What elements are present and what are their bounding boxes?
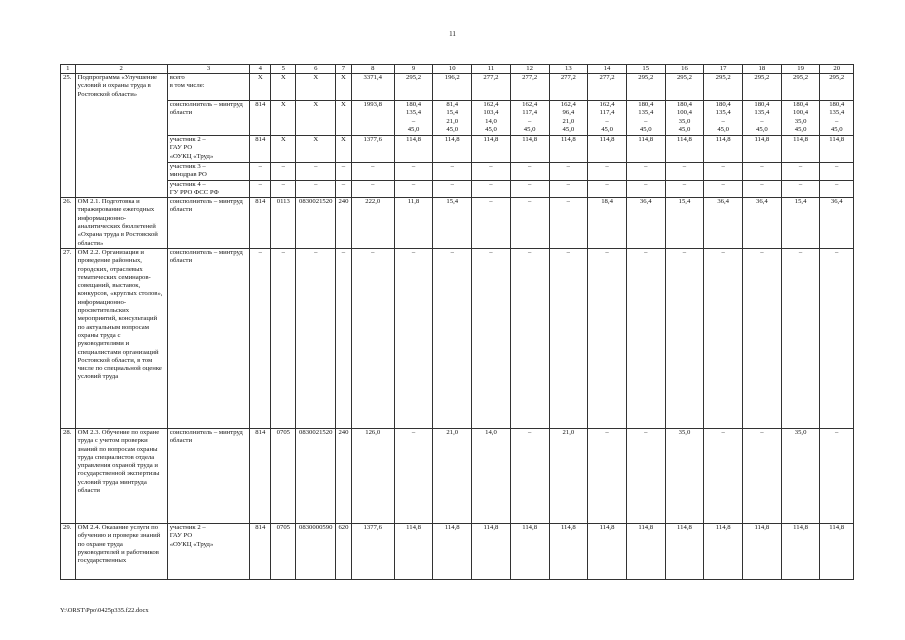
program-name: ОМ 2.4. Оказание услуги по обучению и проверке знаний по охране труда руководителей и работников государственных <box>75 523 167 579</box>
value-cell: 35,0 <box>665 428 704 523</box>
value-cell: – <box>743 428 782 523</box>
value-cell: 814 <box>250 428 271 523</box>
value-cell: 36,4 <box>820 198 854 249</box>
value-cell: – <box>743 248 782 428</box>
value-cell: – <box>336 248 352 428</box>
value-cell: 114,8 <box>665 523 704 579</box>
value-cell: – <box>588 180 627 198</box>
page-number: 11 <box>449 30 456 38</box>
value-cell: 114,8 <box>472 523 511 579</box>
value-cell: 814 <box>250 198 271 249</box>
value-cell: 114,8 <box>704 523 743 579</box>
value-cell: X <box>296 136 336 163</box>
value-cell: – <box>250 163 271 181</box>
value-cell: 180,4 135,4 – 45,0 <box>704 101 743 136</box>
value-cell: – <box>820 163 854 181</box>
value-cell: – <box>781 248 820 428</box>
value-cell: – <box>250 180 271 198</box>
table-row <box>61 74 854 101</box>
value-cell: 0113 <box>271 198 296 249</box>
executor-cell: участник 4 – ГУ РРО ФСС РФ <box>167 180 250 198</box>
value-cell: – <box>781 163 820 181</box>
value-cell: 180,4 135,4 – 45,0 <box>626 101 665 136</box>
value-cell: – <box>704 163 743 181</box>
value-cell: – <box>704 180 743 198</box>
value-cell: X <box>336 136 352 163</box>
value-cell: 21,0 <box>549 428 588 523</box>
column-number: 5 <box>271 65 296 74</box>
value-cell: – <box>472 180 511 198</box>
value-cell: 11,8 <box>394 198 433 249</box>
row-number: 29. <box>61 523 76 579</box>
column-number: 16 <box>665 65 704 74</box>
value-cell: 3371,4 <box>351 74 394 101</box>
value-cell: 114,8 <box>549 523 588 579</box>
value-cell: – <box>510 163 549 181</box>
value-cell: 162,4 103,4 14,0 45,0 <box>472 101 511 136</box>
value-cell: 114,8 <box>820 136 854 163</box>
value-cell: – <box>433 248 472 428</box>
value-cell: 814 <box>250 101 271 136</box>
table-row <box>61 180 854 198</box>
value-cell: – <box>704 248 743 428</box>
value-cell: X <box>336 74 352 101</box>
column-number: 8 <box>351 65 394 74</box>
value-cell: – <box>743 163 782 181</box>
column-number: 11 <box>472 65 511 74</box>
row-number: 28. <box>61 428 76 523</box>
value-cell: 114,8 <box>704 136 743 163</box>
value-cell: 114,8 <box>510 136 549 163</box>
table-row <box>61 163 854 181</box>
value-cell: 36,4 <box>704 198 743 249</box>
value-cell: – <box>820 248 854 428</box>
value-cell: – <box>271 248 296 428</box>
value-cell: – <box>626 163 665 181</box>
value-cell: 162,4 117,4 – 45,0 <box>588 101 627 136</box>
executor-cell: участник 3 – минздрав РО <box>167 163 250 181</box>
value-cell: 114,8 <box>743 523 782 579</box>
value-cell: 162,4 117,4 – 45,0 <box>510 101 549 136</box>
executor-cell: соисполнитель – минтруд области <box>167 101 250 136</box>
value-cell: 295,2 <box>394 74 433 101</box>
value-cell: 15,4 <box>781 198 820 249</box>
value-cell: – <box>781 180 820 198</box>
value-cell: 180,4 100,4 35,0 45,0 <box>665 101 704 136</box>
value-cell: – <box>820 180 854 198</box>
value-cell: 114,8 <box>394 523 433 579</box>
value-cell: 277,2 <box>549 74 588 101</box>
value-cell: – <box>510 198 549 249</box>
value-cell: – <box>433 163 472 181</box>
value-cell: – <box>271 163 296 181</box>
value-cell: – <box>510 180 549 198</box>
value-cell: 240 <box>336 428 352 523</box>
value-cell: 277,2 <box>472 74 511 101</box>
value-cell: 0830021520 <box>296 198 336 249</box>
value-cell: 222,0 <box>351 198 394 249</box>
value-cell: – <box>549 248 588 428</box>
value-cell: 180,4 135,4 – 45,0 <box>743 101 782 136</box>
value-cell: 126,0 <box>351 428 394 523</box>
value-cell: 114,8 <box>626 136 665 163</box>
value-cell: 114,8 <box>781 523 820 579</box>
table-row <box>61 136 854 163</box>
value-cell: 81,4 15,4 21,0 45,0 <box>433 101 472 136</box>
value-cell: 114,8 <box>665 136 704 163</box>
value-cell: 180,4 135,4 – 45,0 <box>394 101 433 136</box>
value-cell: X <box>336 101 352 136</box>
value-cell: – <box>743 180 782 198</box>
value-cell: 15,4 <box>433 198 472 249</box>
value-cell: – <box>665 163 704 181</box>
value-cell: 277,2 <box>510 74 549 101</box>
column-number: 7 <box>336 65 352 74</box>
column-number: 20 <box>820 65 854 74</box>
column-number: 15 <box>626 65 665 74</box>
value-cell: 295,2 <box>626 74 665 101</box>
executor-cell: участник 2 – ГАУ РО «ОУКЦ «Труд» <box>167 523 250 579</box>
column-number: 1 <box>61 65 76 74</box>
value-cell: 1993,8 <box>351 101 394 136</box>
value-cell: X <box>271 74 296 101</box>
value-cell: 114,8 <box>433 136 472 163</box>
executor-cell: участник 2 – ГАУ РО «ОУКЦ «Труд» <box>167 136 250 163</box>
table-row <box>61 101 854 136</box>
value-cell: 295,2 <box>820 74 854 101</box>
table-row <box>61 428 854 523</box>
executor-cell: соисполнитель – минтруд области <box>167 198 250 249</box>
row-number: 25. <box>61 74 76 198</box>
value-cell: – <box>250 248 271 428</box>
column-number: 18 <box>743 65 782 74</box>
value-cell: 114,8 <box>472 136 511 163</box>
value-cell: – <box>510 428 549 523</box>
file-path-footer: Y:\ORST\Ppo\0425p335.f22.docx <box>60 607 149 614</box>
value-cell: – <box>549 163 588 181</box>
value-cell: – <box>296 180 336 198</box>
value-cell: 114,8 <box>626 523 665 579</box>
value-cell: – <box>336 163 352 181</box>
value-cell: 114,8 <box>433 523 472 579</box>
value-cell: 114,8 <box>588 136 627 163</box>
value-cell: 114,8 <box>394 136 433 163</box>
value-cell: – <box>394 180 433 198</box>
value-cell: 114,8 <box>549 136 588 163</box>
value-cell: 240 <box>336 198 352 249</box>
value-cell: 21,0 <box>433 428 472 523</box>
column-number: 12 <box>510 65 549 74</box>
column-number: 14 <box>588 65 627 74</box>
value-cell: – <box>394 163 433 181</box>
value-cell: – <box>626 428 665 523</box>
value-cell: – <box>588 428 627 523</box>
value-cell: – <box>336 180 352 198</box>
value-cell: – <box>626 180 665 198</box>
value-cell: – <box>351 248 394 428</box>
program-name: Подпрограмма «Улучшение условий и охраны труда в Ростовской области» <box>75 74 167 198</box>
value-cell: X <box>250 74 271 101</box>
value-cell: – <box>510 248 549 428</box>
value-cell: 0705 <box>271 523 296 579</box>
value-cell: – <box>394 428 433 523</box>
value-cell: – <box>296 248 336 428</box>
column-number: 6 <box>296 65 336 74</box>
value-cell: – <box>472 198 511 249</box>
column-number: 4 <box>250 65 271 74</box>
program-name: ОМ 2.2. Организация и проведение районных, городских, отраслевых тематических семинаров-совещаний, выставок, конкурсов, «круглых столов», информационно-просветительских мероприятий, консультаций по актуальным вопросам охраны труда с руководителями и специалистами организаций Ростовской области, в том числе по специальной оценке условий труда <box>75 248 167 428</box>
value-cell: – <box>472 248 511 428</box>
value-cell: 295,2 <box>743 74 782 101</box>
value-cell: – <box>820 428 854 523</box>
row-number: 26. <box>61 198 76 249</box>
value-cell: 114,8 <box>510 523 549 579</box>
column-number-row <box>61 65 854 74</box>
value-cell: 114,8 <box>820 523 854 579</box>
value-cell: – <box>588 163 627 181</box>
budget-table <box>60 64 854 580</box>
value-cell: X <box>271 101 296 136</box>
value-cell: – <box>472 163 511 181</box>
value-cell: 295,2 <box>781 74 820 101</box>
row-number: 27. <box>61 248 76 428</box>
value-cell: – <box>665 180 704 198</box>
value-cell: 36,4 <box>626 198 665 249</box>
value-cell: – <box>296 163 336 181</box>
value-cell: X <box>296 101 336 136</box>
program-name: ОМ 2.3. Обучение по охране труда с учетом проверки знаний по вопросам охраны труда специалистов отдела управления охраной труда и государственной экспертизы условий труда минтруда области <box>75 428 167 523</box>
value-cell: – <box>433 180 472 198</box>
executor-cell: соисполнитель – минтруд области <box>167 248 250 428</box>
column-number: 13 <box>549 65 588 74</box>
value-cell: 814 <box>250 523 271 579</box>
value-cell: 36,4 <box>743 198 782 249</box>
value-cell: 295,2 <box>704 74 743 101</box>
executor-cell: соисполнитель – минтруд области <box>167 428 250 523</box>
value-cell: 15,4 <box>665 198 704 249</box>
value-cell: 295,2 <box>665 74 704 101</box>
value-cell: – <box>394 248 433 428</box>
value-cell: 114,8 <box>781 136 820 163</box>
value-cell: X <box>296 74 336 101</box>
value-cell: 277,2 <box>588 74 627 101</box>
value-cell: 180,4 135,4 – 45,0 <box>820 101 854 136</box>
value-cell: – <box>351 163 394 181</box>
value-cell: 18,4 <box>588 198 627 249</box>
value-cell: 1377,6 <box>351 136 394 163</box>
value-cell: 1377,6 <box>351 523 394 579</box>
executor-cell: всего в том числе: <box>167 74 250 101</box>
value-cell: – <box>626 248 665 428</box>
value-cell: 814 <box>250 136 271 163</box>
value-cell: – <box>704 428 743 523</box>
value-cell: 620 <box>336 523 352 579</box>
value-cell: 14,0 <box>472 428 511 523</box>
value-cell: 0705 <box>271 428 296 523</box>
value-cell: – <box>271 180 296 198</box>
value-cell: – <box>351 180 394 198</box>
value-cell: 162,4 96,4 21,0 45,0 <box>549 101 588 136</box>
column-number: 10 <box>433 65 472 74</box>
value-cell: 180,4 100,4 35,0 45,0 <box>781 101 820 136</box>
column-number: 9 <box>394 65 433 74</box>
value-cell: – <box>549 198 588 249</box>
program-name: ОМ 2.1. Подготовка и тиражирование ежегодных информационно-аналитических бюллетеней «Охрана труда в Ростовской области» <box>75 198 167 249</box>
value-cell: 114,8 <box>743 136 782 163</box>
column-number: 19 <box>781 65 820 74</box>
value-cell: – <box>665 248 704 428</box>
value-cell: 0830000590 <box>296 523 336 579</box>
value-cell: X <box>271 136 296 163</box>
column-number: 3 <box>167 65 250 74</box>
value-cell: 0830021520 <box>296 428 336 523</box>
table-row <box>61 248 854 428</box>
value-cell: – <box>549 180 588 198</box>
value-cell: – <box>588 248 627 428</box>
value-cell: 114,8 <box>588 523 627 579</box>
value-cell: 196,2 <box>433 74 472 101</box>
value-cell: 35,0 <box>781 428 820 523</box>
table-row <box>61 198 854 249</box>
column-number: 2 <box>75 65 167 74</box>
column-number: 17 <box>704 65 743 74</box>
table-row <box>61 523 854 579</box>
